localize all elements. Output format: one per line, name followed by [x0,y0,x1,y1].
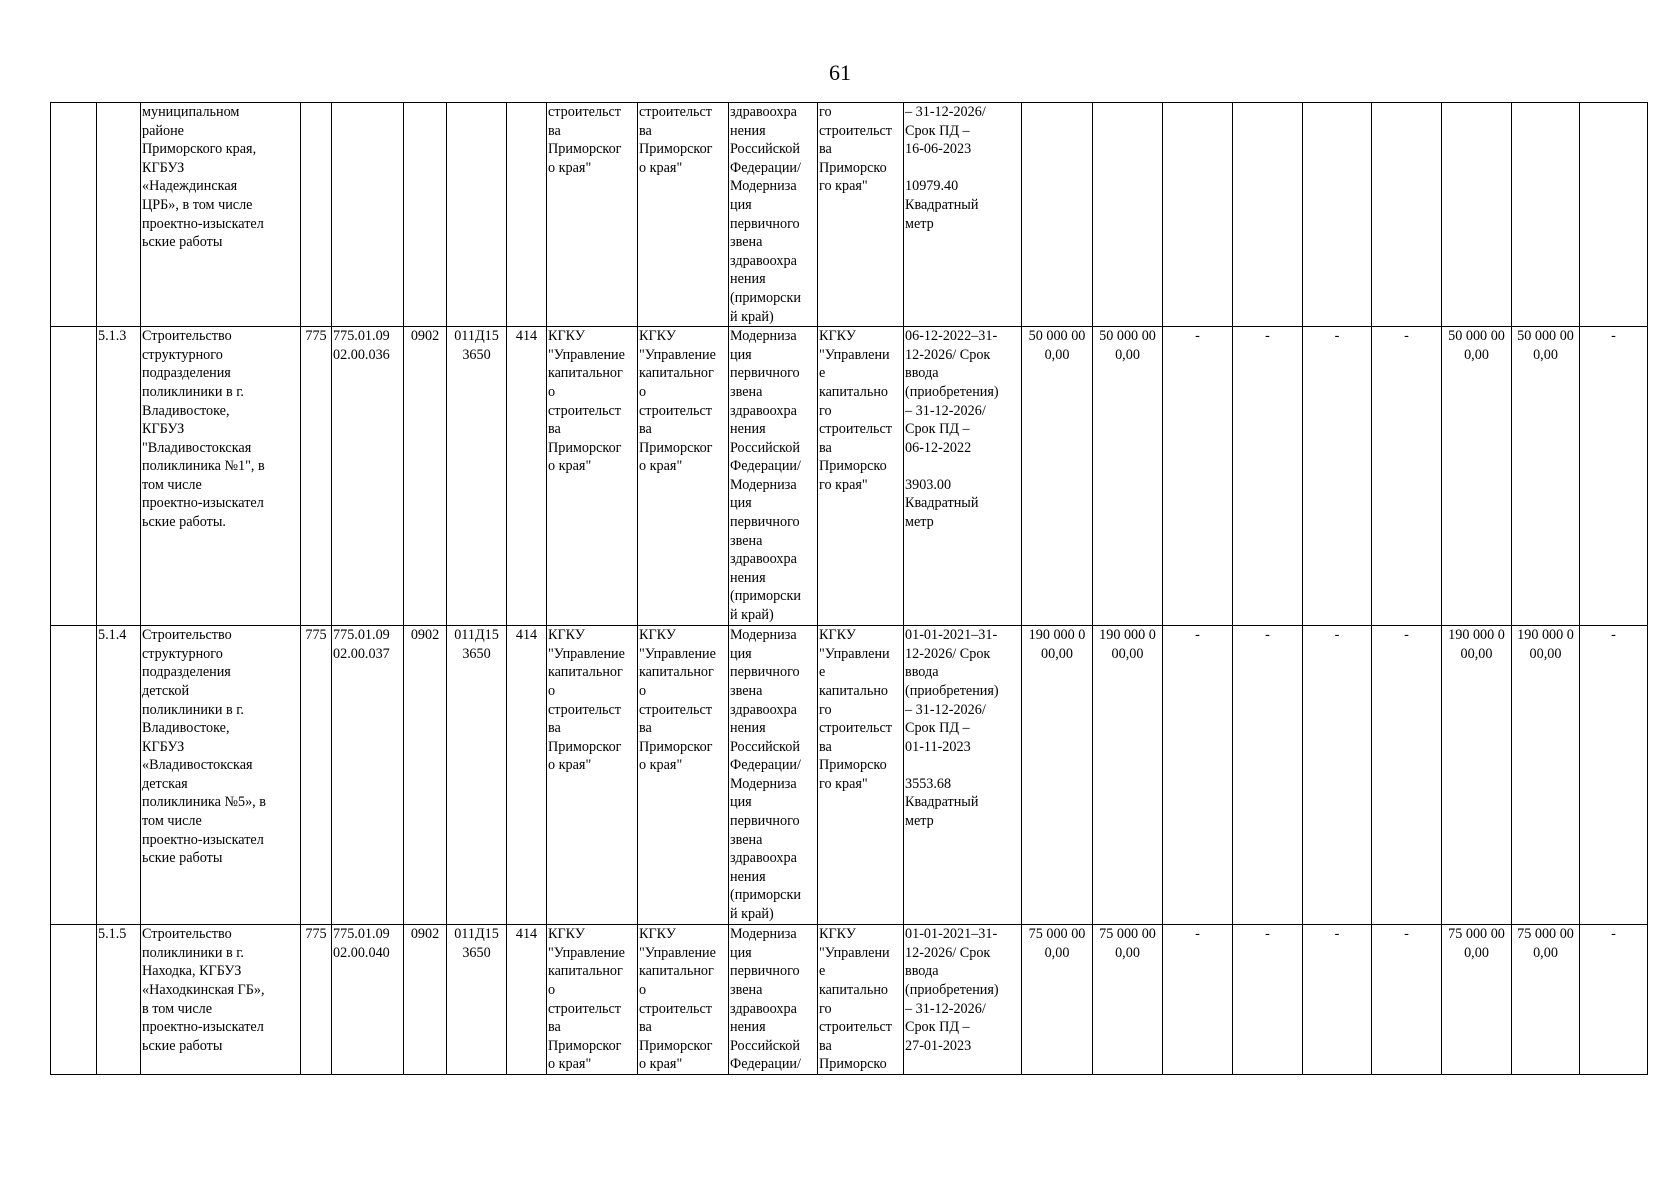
amount-col-6: 190 000 0 00,00 [1512,626,1580,925]
total-amount-2: 50 000 00 0,00 [1093,327,1163,626]
total-amount: 190 000 0 00,00 [1022,626,1093,925]
amount-col-1: - [1163,327,1233,626]
owner: КГКУ "Управлени е капитально го строительст ва Приморско [818,925,904,1075]
amount-col-6: 50 000 00 0,00 [1512,327,1580,626]
object-name: Строительство поликлиники в г. Находка, КГБУЗ «Находкинская ГБ», в том числе проектно-изыскател ьские работы [141,925,301,1075]
executor: КГКУ "Управление капитальног о строительст ва Приморског о края" [547,925,638,1075]
table-row [51,327,1648,626]
terms: 01-01-2021–31- 12-2026/ Срок ввода (приобретения) – 31-12-2026/ Срок ПД – 27-01-2023 [904,925,1022,1075]
table-row [51,626,1648,925]
item-number: 5.1.5 [97,925,141,1075]
table-row [51,925,1648,1075]
total-amount-2: 190 000 0 00,00 [1093,626,1163,925]
executor: строительст ва Приморског о края" [547,103,638,327]
item-number: 5.1.3 [97,327,141,626]
terms: 06-12-2022–31- 12-2026/ Срок ввода (приобретения) – 31-12-2026/ Срок ПД – 06-12-2022 3903.00 Квадратный метр [904,327,1022,626]
program: здравоохра нения Российской Федерации/ Модерниза ция первичного звена здравоохра нения (приморски й край) [729,103,818,327]
amount-col-3: - [1303,327,1372,626]
customer: КГКУ "Управление капитальног о строительст ва Приморског о края" [638,626,729,925]
grbs-code: 775 [301,327,332,626]
item-number [97,103,141,327]
grbs-code: 775 [301,925,332,1075]
amount-col-7 [1580,103,1648,327]
amount-col-3 [1303,103,1372,327]
amount-col-2: - [1233,925,1303,1075]
total-amount: 75 000 00 0,00 [1022,925,1093,1075]
amount-col-5: 50 000 00 0,00 [1442,327,1512,626]
amount-col-2: - [1233,626,1303,925]
expense-type [507,103,547,327]
grbs-code [301,103,332,327]
section-code: 0902 [404,327,447,626]
object-code: 775.01.09 02.00.037 [332,626,404,925]
total-amount-2 [1093,103,1163,327]
section-code: 0902 [404,925,447,1075]
page-number: 61 [829,60,851,85]
expense-type: 414 [507,626,547,925]
amount-col-2 [1233,103,1303,327]
total-amount-2: 75 000 00 0,00 [1093,925,1163,1075]
amount-col-7: - [1580,925,1648,1075]
amount-col-4: - [1372,925,1442,1075]
owner: го строительст ва Приморско го края" [818,103,904,327]
item-number: 5.1.4 [97,626,141,925]
owner: КГКУ "Управлени е капитально го строительст ва Приморско го края" [818,327,904,626]
section-code [404,103,447,327]
customer: КГКУ "Управление капитальног о строительст ва Приморског о края" [638,925,729,1075]
grbs-code: 775 [301,626,332,925]
section-code: 0902 [404,626,447,925]
program: Модерниза ция первичного звена здравоохра нения Российской Федерации/ [729,925,818,1075]
target-article [447,103,507,327]
blank-cell [51,626,97,925]
amount-col-5: 75 000 00 0,00 [1442,925,1512,1075]
blank-cell [51,327,97,626]
object-name: Строительство структурного подразделения поликлиники в г. Владивостоке, КГБУЗ "Владивостокская поликлиника №1", в том числе проектно-изыскател ьские работы. [141,327,301,626]
object-name: муниципальном районе Приморского края, КГБУЗ «Надеждинская ЦРБ», в том числе проектно-изыскател ьские работы [141,103,301,327]
terms: 01-01-2021–31- 12-2026/ Срок ввода (приобретения) – 31-12-2026/ Срок ПД – 01-11-2023 3553.68 Квадратный метр [904,626,1022,925]
expense-type: 414 [507,925,547,1075]
amount-col-3: - [1303,925,1372,1075]
amount-col-1: - [1163,626,1233,925]
table-row [51,103,1648,327]
object-code [332,103,404,327]
amount-col-6: 75 000 00 0,00 [1512,925,1580,1075]
blank-cell [51,925,97,1075]
terms: – 31-12-2026/ Срок ПД – 16-06-2023 10979.40 Квадратный метр [904,103,1022,327]
amount-col-6 [1512,103,1580,327]
total-amount [1022,103,1093,327]
target-article: 011Д15 3650 [447,626,507,925]
blank-cell [51,103,97,327]
amount-col-5 [1442,103,1512,327]
object-code: 775.01.09 02.00.040 [332,925,404,1075]
amount-col-4: - [1372,626,1442,925]
expense-type: 414 [507,327,547,626]
budget-table [50,102,1648,1075]
amount-col-2: - [1233,327,1303,626]
executor: КГКУ "Управление капитальног о строительст ва Приморског о края" [547,626,638,925]
amount-col-1 [1163,103,1233,327]
amount-col-4: - [1372,327,1442,626]
amount-col-3: - [1303,626,1372,925]
target-article: 011Д15 3650 [447,925,507,1075]
owner: КГКУ "Управлени е капитально го строительст ва Приморско го края" [818,626,904,925]
program: Модерниза ция первичного звена здравоохра нения Российской Федерации/ Модерниза ция первичного звена здравоохра нения (приморски й край) [729,327,818,626]
program: Модерниза ция первичного звена здравоохра нения Российской Федерации/ Модерниза ция первичного звена здравоохра нения (приморски й край) [729,626,818,925]
amount-col-7: - [1580,626,1648,925]
object-name: Строительство структурного подразделения детской поликлиники в г. Владивостоке, КГБУЗ «Владивостокская детская поликлиника №5», в том числе проектно-изыскател ьские работы [141,626,301,925]
total-amount: 50 000 00 0,00 [1022,327,1093,626]
amount-col-1: - [1163,925,1233,1075]
customer: КГКУ "Управление капитальног о строительст ва Приморског о края" [638,327,729,626]
amount-col-7: - [1580,327,1648,626]
target-article: 011Д15 3650 [447,327,507,626]
amount-col-5: 190 000 0 00,00 [1442,626,1512,925]
object-code: 775.01.09 02.00.036 [332,327,404,626]
amount-col-4 [1372,103,1442,327]
executor: КГКУ "Управление капитальног о строительст ва Приморског о края" [547,327,638,626]
customer: строительст ва Приморског о края" [638,103,729,327]
